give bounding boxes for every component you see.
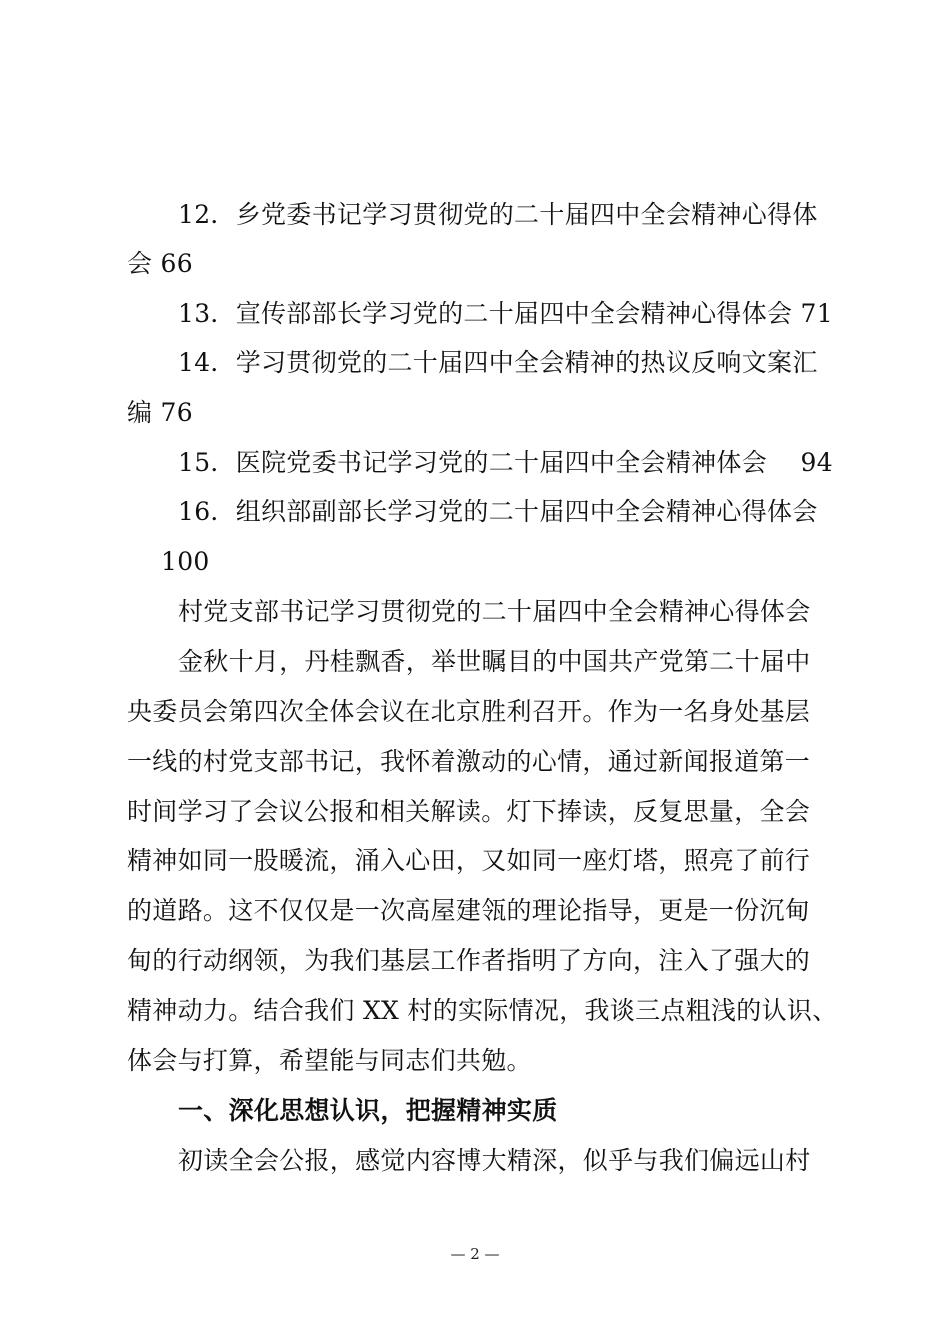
paragraph-line: 精神动力。结合我们 XX 村的实际情况，我谈三点粗浅的认识、 [127, 996, 838, 1025]
article-title: 村党支部书记学习贯彻党的二十届四中全会精神心得体会 [178, 597, 811, 626]
paragraph-line: 的道路。这不仅仅是一次高屋建瓴的理论指导，更是一份沉甸 [127, 896, 811, 925]
paragraph-line: 金秋十月，丹桂飘香，举世瞩目的中国共产党第二十届中 [178, 647, 811, 676]
toc-entry-12: 12．乡党委书记学习贯彻党的二十届四中全会精神心得体 [178, 200, 818, 229]
paragraph-line: 精神如同一股暖流，涌入心田，又如同一座灯塔，照亮了前行 [127, 846, 811, 875]
toc-entry-12-page: 会 66 [127, 249, 193, 278]
paragraph-line: 体会与打算，希望能与同志们共勉。 [127, 1046, 532, 1075]
toc-entry-15: 15．医院党委书记学习党的二十届四中全会精神体会 94 [178, 448, 833, 477]
paragraph-line: 时间学习了会议公报和相关解读。灯下捧读，反复思量，全会 [127, 797, 811, 826]
paragraph-line: 一线的村党支部书记，我怀着激动的心情，通过新闻报道第一 [127, 747, 811, 776]
page-number: — 2 — [450, 1245, 500, 1263]
toc-entry-16: 16．组织部副部长学习党的二十届四中全会精神心得体会 [178, 497, 818, 526]
toc-entry-14-page: 编 76 [127, 398, 193, 427]
toc-entry-13: 13．宣传部部长学习党的二十届四中全会精神心得体会 71 [178, 299, 833, 328]
toc-entry-14: 14．学习贯彻党的二十届四中全会精神的热议反响文案汇 [178, 348, 818, 377]
paragraph-line: 初读全会公报，感觉内容博大精深，似乎与我们偏远山村 [178, 1146, 811, 1175]
toc-entry-16-page: 100 [161, 547, 210, 576]
paragraph-line: 央委员会第四次全体会议在北京胜利召开。作为一名身处基层 [127, 697, 811, 726]
section-heading: 一、深化思想认识，把握精神实质 [178, 1096, 558, 1125]
paragraph-line: 甸的行动纲领，为我们基层工作者指明了方向，注入了强大的 [127, 946, 811, 975]
